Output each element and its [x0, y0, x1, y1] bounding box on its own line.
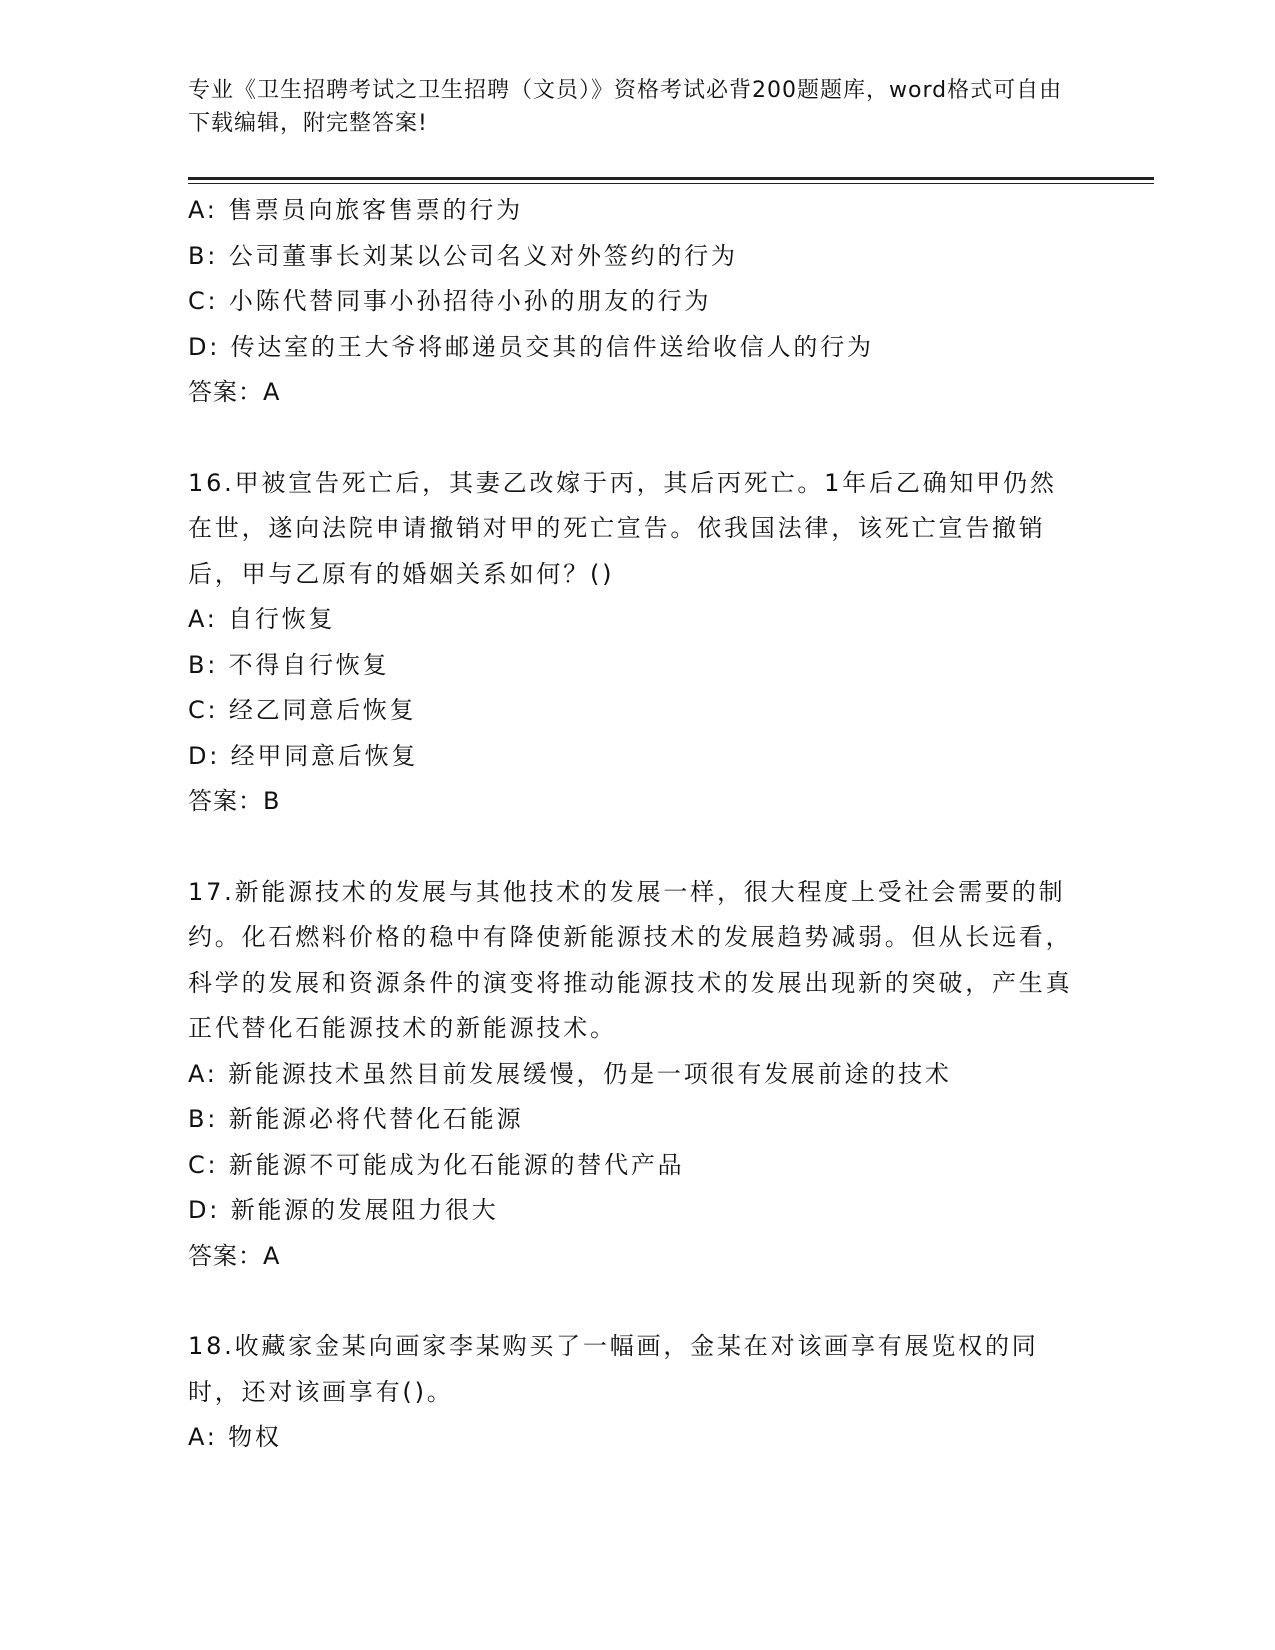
- header-divider-thick: [188, 177, 1154, 180]
- option-b: B: 公司董事长刘某以公司名义对外签约的行为: [188, 241, 738, 270]
- option-c: C: 新能源不可能成为化石能源的替代产品: [188, 1150, 685, 1179]
- option-c: C: 小陈代替同事小孙招待小孙的朋友的行为: [188, 287, 712, 315]
- question-stem: 16.甲被宣告死亡后，其妻乙改嫁于丙，其后丙死亡。1年后乙确知甲仍然在世，遂向法院申请撤销对甲的死亡宣告。依我国法律，该死亡宣告撤销后，甲与乙原有的婚姻关系如何？(): [188, 468, 1057, 588]
- option-c: C: 经乙同意后恢复: [188, 696, 417, 724]
- option-a: A: 新能源技术虽然目前发展缓慢，仍是一项很有发展前途的技术: [188, 1059, 952, 1088]
- header-divider-thin: [188, 183, 1154, 184]
- spacer: [188, 416, 1078, 461]
- document-body: [188, 188, 1078, 1461]
- option-d: D: 新能源的发展阻力很大: [188, 1196, 499, 1224]
- answer: 答案：A: [188, 1241, 281, 1270]
- question-16: [188, 461, 1078, 825]
- option-d: D: 经甲同意后恢复: [188, 741, 419, 770]
- question-15-continued: [188, 188, 1078, 416]
- document-header: 专业《卫生招聘考试之卫生招聘（文员）》资格考试必背200题题库，word格式可自由下载编辑，附完整答案!: [188, 78, 1063, 136]
- option-b: B: 不得自行恢复: [188, 650, 390, 679]
- option-d: D: 传达室的王大爷将邮递员交其的信件送给收信人的行为: [188, 332, 874, 361]
- option-a: A: 物权: [188, 1423, 282, 1451]
- question-18: [188, 1324, 1078, 1461]
- option-a: A: 售票员向旅客售票的行为: [188, 196, 523, 224]
- answer: 答案：B: [188, 787, 281, 815]
- spacer: [188, 1279, 1078, 1324]
- option-b: B: 新能源必将代替化石能源: [188, 1105, 524, 1133]
- question-17: [188, 870, 1078, 1280]
- spacer: [188, 825, 1078, 870]
- question-stem: 17.新能源技术的发展与其他技术的发展一样，很大程度上受社会需要的制约。化石燃料价格的稳中有降使新能源技术的发展趋势减弱。但从长远看，科学的发展和资源条件的演变将推动能源技术的发展出现新的突破，产生真正代替化石能源技术的新能源技术。: [188, 877, 1073, 1042]
- question-stem: 18.收藏家金某向画家李某购买了一幅画，金某在对该画享有展览权的同时，还对该画享有()。: [188, 1332, 1039, 1406]
- option-a: A: 自行恢复: [188, 605, 336, 633]
- answer: 答案：A: [188, 378, 281, 406]
